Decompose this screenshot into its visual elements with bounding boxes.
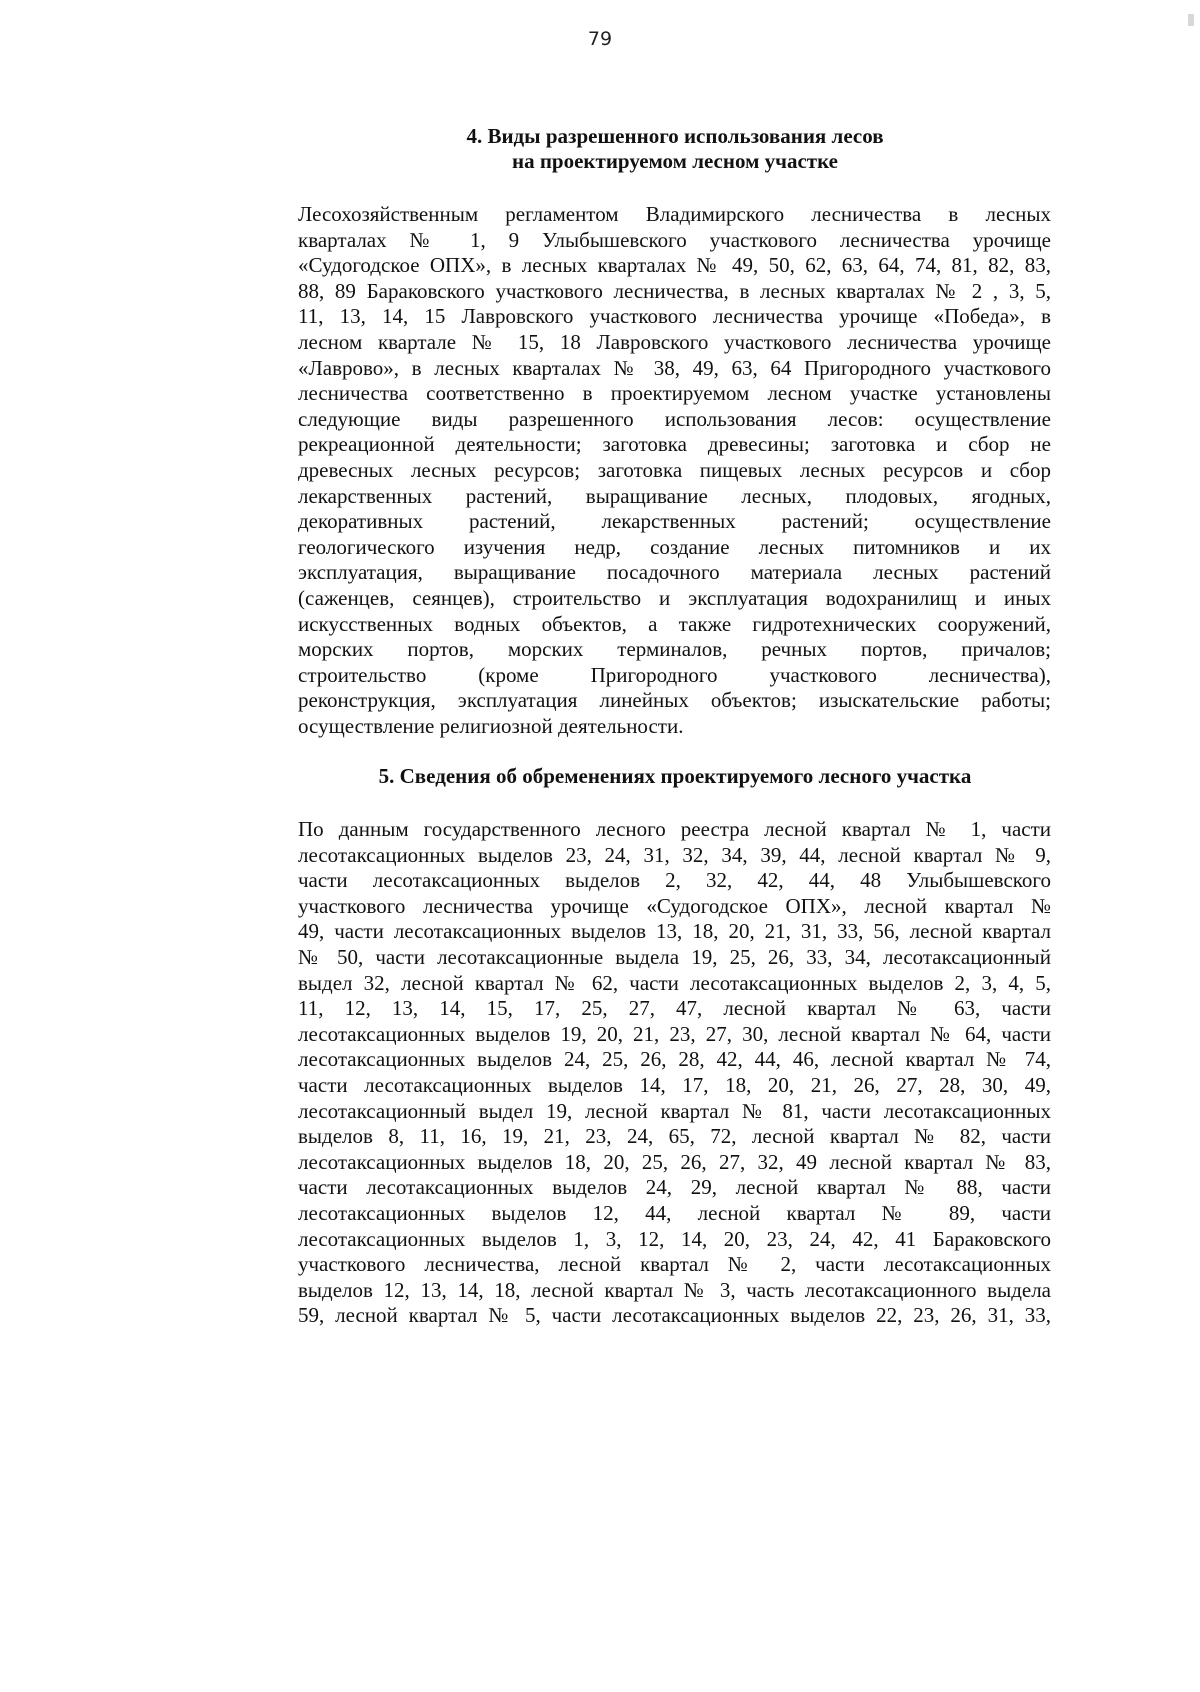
paragraph-line: кварталах № 1, 9 Улыбышевского участкового лесничества урочище	[298, 227, 1051, 252]
paragraph-line: лесотаксационный выдел 19, лесной квартал № 81, части лесотаксационных	[298, 1098, 1051, 1123]
paragraph-line: осуществление религиозной деятельности.	[298, 713, 684, 738]
paragraph-line: рекреационной деятельности; заготовка древесины; заготовка и сбор не	[298, 432, 1051, 457]
paragraph-line: 11, 12, 13, 14, 15, 17, 25, 27, 47, лесной квартал № 63, части	[298, 996, 1051, 1021]
section-5-heading	[290, 764, 1060, 789]
section-4-heading	[290, 124, 1060, 174]
paragraph-line: строительство (кроме Пригородного участкового лесничества),	[298, 662, 1051, 687]
paragraph-line: лекарственных растений, выращивание лесных, плодовых, ягодных,	[298, 483, 1051, 508]
paragraph-line: Лесохозяйственным регламентом Владимирского лесничества в лесных	[298, 202, 1051, 226]
paragraph-line: эксплуатация, выращивание посадочного материала лесных растений	[298, 560, 1051, 585]
paragraph-line: лесничества соответственно в проектируемом лесном участке установлены	[298, 381, 1051, 406]
section-4-heading-line: на проектируемом лесном участке	[511, 149, 839, 173]
paragraph-line: «Лаврово», в лесных кварталах № 38, 49, 63, 64 Пригородного участкового	[298, 355, 1051, 380]
paragraph-line: следующие виды разрешенного использования лесов: осуществление	[298, 406, 1051, 431]
paragraph-line: декоративных растений, лекарственных растений; осуществление	[298, 509, 1051, 534]
paragraph-line: 49, части лесотаксационных выделов 13, 18, 20, 21, 31, 33, 56, лесной квартал	[298, 919, 1051, 944]
paragraph-line: искусственных водных объектов, а также гидротехнических сооружений,	[298, 611, 1051, 636]
paragraph-line: 11, 13, 14, 15 Лавровского участкового лесничества урочище «Победа», в	[298, 304, 1051, 329]
paragraph-line: части лесотаксационных выделов 14, 17, 18, 20, 21, 26, 27, 28, 30, 49,	[298, 1072, 1051, 1097]
paragraph-line: выдел 32, лесной квартал № 62, части лесотаксационных выделов 2, 3, 4, 5,	[298, 970, 1051, 995]
paragraph-line: участкового лесничества, лесной квартал № 2, части лесотаксационных	[298, 1252, 1051, 1277]
paragraph-line: участкового лесничества урочище «Судогодское ОПХ», лесной квартал №	[298, 893, 1051, 918]
paragraph-line: (саженцев, сеянцев), строительство и эксплуатация водохранилищ и иных	[298, 585, 1051, 610]
section-4-heading-line: 4. Виды разрешенного использования лесов	[466, 124, 884, 148]
paragraph-line: По данным государственного лесного реестра лесной квартал № 1, части	[298, 817, 1051, 841]
paragraph-line: лесотаксационных выделов 18, 20, 25, 26, 27, 32, 49 лесной квартал № 83,	[298, 1149, 1051, 1174]
paragraph-line: лесотаксационных выделов 19, 20, 21, 23, 27, 30, лесной квартал № 64, части	[298, 1021, 1051, 1046]
paragraph-line: реконструкция, эксплуатация линейных объектов; изыскательские работы;	[298, 688, 1051, 713]
paragraph-line: лесотаксационных выделов 23, 24, 31, 32, 34, 39, 44, лесной квартал № 9,	[298, 842, 1051, 867]
paragraph-line: лесотаксационных выделов 1, 3, 12, 14, 20, 23, 24, 42, 41 Бараковского	[298, 1226, 1051, 1251]
paragraph-line: выделов 12, 13, 14, 18, лесной квартал № 3, часть лесотаксационного выдела	[298, 1277, 1051, 1302]
paragraph-line: выделов 8, 11, 16, 19, 21, 23, 24, 65, 72, лесной квартал № 82, части	[298, 1124, 1051, 1149]
paragraph-line: лесотаксационных выделов 12, 44, лесной квартал № 89, части	[298, 1200, 1051, 1225]
section-4-paragraph	[298, 202, 1051, 739]
paragraph-line: 59, лесной квартал № 5, части лесотаксационных выделов 22, 23, 26, 31, 33,	[298, 1303, 1051, 1328]
section-5-heading-line: 5. Сведения об обременениях проектируемого лесного участка	[378, 764, 972, 788]
paragraph-line: № 50, части лесотаксационные выдела 19, 25, 26, 33, 34, лесотаксационный	[298, 944, 1051, 969]
paragraph-line: древесных лесных ресурсов; заготовка пищевых лесных ресурсов и сбор	[298, 457, 1051, 482]
paragraph-line: 88, 89 Бараковского участкового лесничества, в лесных кварталах № 2 , 3, 5,	[298, 278, 1051, 303]
page-number: 79	[587, 28, 613, 50]
paragraph-line: части лесотаксационных выделов 24, 29, лесной квартал № 88, части	[298, 1175, 1051, 1200]
paragraph-line: лесном квартале № 15, 18 Лавровского участкового лесничества урочище	[298, 329, 1051, 354]
paragraph-line: геологического изучения недр, создание лесных питомников и их	[298, 534, 1051, 559]
paragraph-line: «Судогодское ОПХ», в лесных кварталах № 49, 50, 62, 63, 64, 74, 81, 82, 83,	[298, 253, 1051, 278]
scan-edge-mark	[1188, 14, 1194, 26]
section-5-paragraph	[298, 817, 1051, 1329]
paragraph-line: лесотаксационных выделов 24, 25, 26, 28, 42, 44, 46, лесной квартал № 74,	[298, 1047, 1051, 1072]
paragraph-line: части лесотаксационных выделов 2, 32, 42, 44, 48 Улыбышевского	[298, 868, 1051, 893]
paragraph-line: морских портов, морских терминалов, речных портов, причалов;	[298, 637, 1051, 662]
